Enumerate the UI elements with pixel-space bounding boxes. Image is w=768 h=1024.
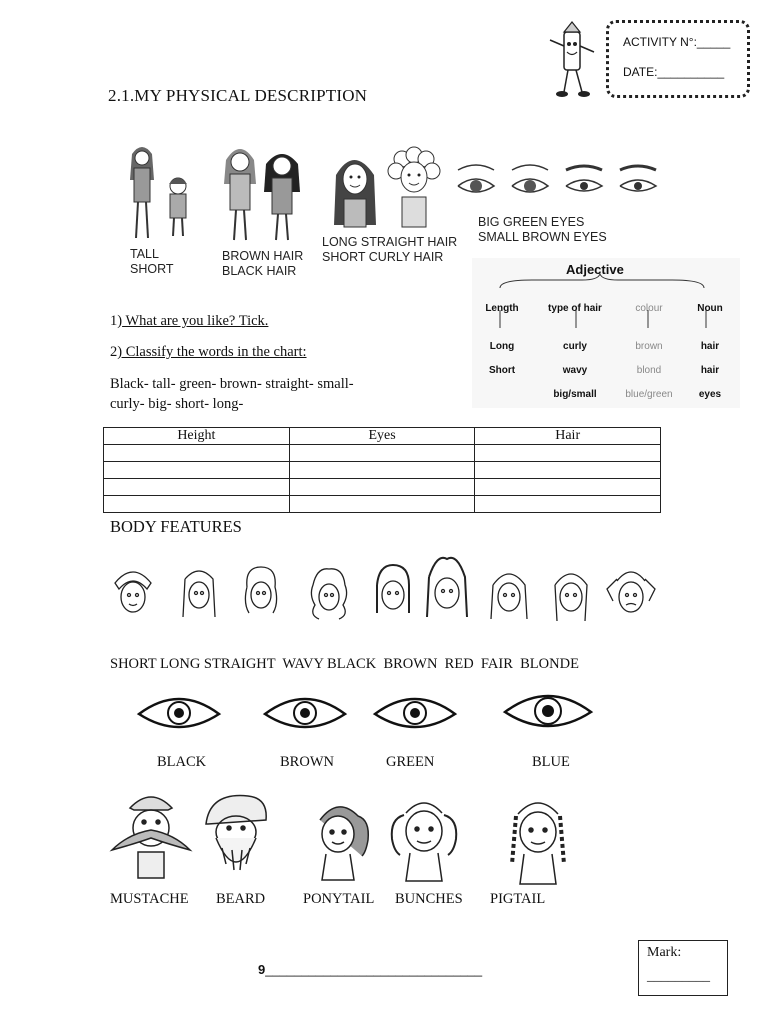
tall-short-girls-illustration: [112, 140, 202, 245]
adj-cell: wavy: [562, 364, 588, 376]
date-field: DATE:__________: [623, 65, 725, 79]
page-number-digit: 9: [258, 962, 266, 977]
question-2-text: ) Classify the words in the chart:: [117, 344, 307, 360]
page-number: [258, 962, 482, 977]
adjective-chart-title: Adjective: [566, 262, 624, 277]
adj-cell: hair: [700, 364, 720, 376]
classify-header-eyes: Eyes: [289, 428, 475, 445]
adj-header-length: Length: [485, 302, 519, 314]
mark-box[interactable]: [638, 940, 728, 996]
classify-header-height: Height: [104, 428, 290, 445]
adj-cell: curly: [563, 340, 587, 352]
face-word-bunches: BUNCHES: [395, 891, 463, 907]
adj-cell: blue/green: [625, 388, 673, 400]
adj-cell: brown: [635, 340, 663, 352]
classify-cell[interactable]: [475, 462, 661, 479]
word-list-line-1: Black- tall- green- brown- straight- small-: [110, 376, 354, 392]
pigtail-girl-illustration: [500, 794, 576, 886]
classify-header-hair: Hair: [475, 428, 661, 445]
classify-cell[interactable]: [289, 462, 475, 479]
label-short-curly-hair: SHORT CURLY HAIR: [322, 250, 444, 264]
adj-header-colour: colour: [635, 302, 663, 314]
label-small-brown-eyes: SMALL BROWN EYES: [478, 230, 607, 244]
classify-cell[interactable]: [475, 445, 661, 462]
face-word-ponytail: PONYTAIL: [303, 891, 375, 907]
eye-word-blue: BLUE: [532, 754, 570, 770]
adj-header-noun: Noun: [697, 302, 723, 314]
label-big-green-eyes: BIG GREEN EYES: [478, 215, 585, 229]
mark-line: _________: [647, 969, 710, 984]
question-1: [110, 313, 268, 330]
adj-cell: hair: [700, 340, 720, 352]
eye-word-brown: BROWN: [280, 754, 334, 770]
classify-cell[interactable]: [104, 496, 290, 513]
classify-cell[interactable]: [289, 479, 475, 496]
classify-cell[interactable]: [289, 445, 475, 462]
adj-cell: big/small: [553, 388, 597, 400]
bunches-girl-illustration: [386, 795, 462, 883]
ponytail-girl-illustration: [308, 800, 374, 882]
eye-diagram-black-icon: [136, 690, 222, 736]
pencil-mascot-icon: [544, 22, 600, 102]
activity-box: [606, 20, 750, 98]
adj-cell: [472, 382, 532, 406]
face-word-mustache: MUSTACHE: [110, 891, 189, 907]
mustache-man-illustration: [108, 790, 194, 882]
activity-number-field: ACTIVITY N°:_____: [623, 35, 731, 49]
face-word-pigtail: PIGTAIL: [490, 891, 546, 907]
adjective-table: [472, 296, 740, 406]
hair-words-line: SHORT LONG STRAIGHT WAVY BLACK BROWN RED FAIR BLONDE: [110, 656, 579, 672]
adj-cell: Short: [488, 364, 516, 376]
classify-cell[interactable]: [475, 496, 661, 513]
brown-black-hair-girls-illustration: [214, 140, 306, 245]
label-short: SHORT: [130, 262, 174, 276]
adj-header-type: type of hair: [548, 302, 602, 314]
adj-cell: eyes: [698, 388, 722, 400]
eye-word-green: GREEN: [386, 754, 435, 770]
adjective-chart: [472, 258, 740, 408]
label-tall: TALL: [130, 247, 159, 261]
classify-cell[interactable]: [475, 479, 661, 496]
eyes-row-illustration: [454, 158, 664, 208]
eye-diagram-blue-icon: [502, 686, 594, 736]
straight-curly-hair-girls-illustration: [330, 145, 442, 230]
adj-cell: blond: [636, 364, 662, 376]
eye-diagram-green-icon: [372, 690, 458, 736]
question-2-number: 2: [110, 344, 118, 360]
question-1-text: What are you like? Tick.: [122, 313, 269, 329]
word-list-line-2: curly- big- short- long-: [110, 396, 244, 412]
hairstyle-faces-illustration: [105, 555, 665, 630]
label-brown-hair: BROWN HAIR: [222, 249, 304, 263]
eye-word-black: BLACK: [157, 754, 207, 770]
classify-cell[interactable]: [289, 496, 475, 513]
mark-label: Mark:: [647, 945, 682, 960]
adj-cell: Long: [489, 340, 515, 352]
classify-cell[interactable]: [104, 445, 290, 462]
label-black-hair: BLACK HAIR: [222, 264, 297, 278]
classify-table: [103, 427, 661, 513]
page-number-line: ______________________________: [265, 962, 483, 977]
classify-cell[interactable]: [104, 462, 290, 479]
body-features-title: BODY FEATURES: [110, 517, 242, 536]
eye-diagram-brown-icon: [262, 690, 348, 736]
label-long-straight-hair: LONG STRAIGHT HAIR: [322, 235, 458, 249]
face-word-beard: BEARD: [216, 891, 266, 907]
page-title: 2.1.MY PHYSICAL DESCRIPTION: [108, 86, 368, 105]
question-2: [110, 344, 307, 361]
question-1-number: 1): [110, 313, 123, 329]
classify-cell[interactable]: [104, 479, 290, 496]
beard-man-illustration: [196, 790, 274, 882]
